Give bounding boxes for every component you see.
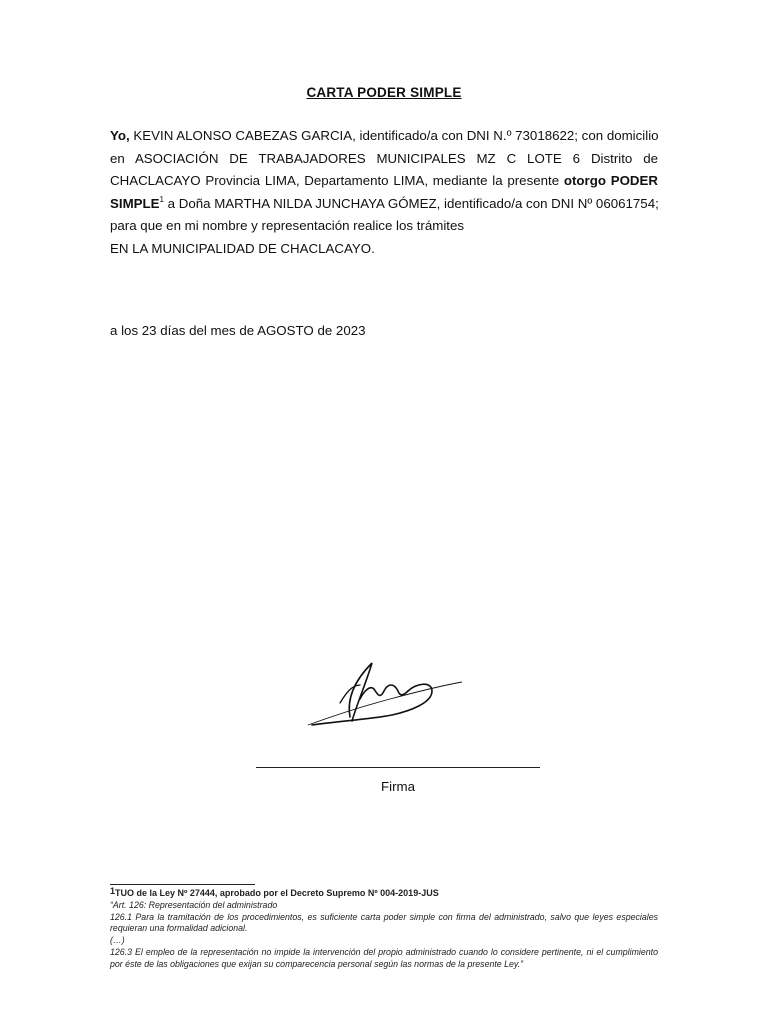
footnote-heading [110, 886, 658, 900]
footnote-article: “Art. 126: Representación del administrado [110, 899, 278, 910]
body-text-1: KEVIN ALONSO CABEZAS GARCIA, identificado/a con DNI N.º 73018622; con domicilio [129, 128, 659, 143]
footnote-ellipsis: (…) [110, 935, 125, 946]
document-title: CARTA PODER SIMPLE [306, 85, 462, 100]
body-paragraph [110, 125, 658, 261]
body-line-1 [110, 125, 658, 148]
footnote-heading-text: TUO de la Ley Nº 27444, aprobado por el Decreto Supremo Nº 004-2019-JUS [115, 888, 439, 898]
footnote-paragraph-3: 126.3 El empleo de la representación no impide la intervención del propio administrado cuando lo considere pertinente, ni el cumplimiento por éste de las obligaciones que exijan su comparecencia personal según las normas de la presente Ley.” [110, 946, 658, 969]
footnote-separator [110, 884, 255, 885]
signature-line [256, 767, 540, 768]
body-text-3: CHACLACAYO Provincia LIMA, Departamento LIMA, mediante la presente [110, 173, 564, 189]
body-line-2: en ASOCIACIÓN DE TRABAJADORES MUNICIPALES MZ C LOTE 6 Distrito de [110, 150, 658, 166]
handwritten-signature [300, 655, 470, 735]
body-line-6: EN LA MUNICIPALIDAD DE CHACLACAYO. [110, 240, 375, 256]
date-line: a los 23 días del mes de AGOSTO de 2023 [110, 323, 366, 338]
body-line-3 [110, 170, 658, 193]
yo-label: Yo, [110, 128, 130, 143]
signature-label: Firma [381, 779, 415, 794]
footnote-number: 1 [110, 886, 116, 896]
footnote-paragraph-1: 126.1 Para la tramitación de los procedimientos, es suficiente carta poder simple con firma del administrado, salvo que leyes especiales requieran una formalidad adicional. [110, 911, 658, 934]
otorgo-poder-bold: otorgo PODER [563, 173, 658, 189]
footnote [110, 886, 658, 971]
simple-bold: SIMPLE [110, 195, 160, 211]
body-line-5: para que en mi nombre y representación realice los trámites [110, 218, 465, 234]
footnote-ref: 1 [159, 194, 164, 204]
body-text-4: a Doña MARTHA NILDA JUNCHAYA GÓMEZ, identificado/a con DNI Nº 06061754; [163, 195, 659, 211]
body-line-4 [110, 193, 658, 216]
